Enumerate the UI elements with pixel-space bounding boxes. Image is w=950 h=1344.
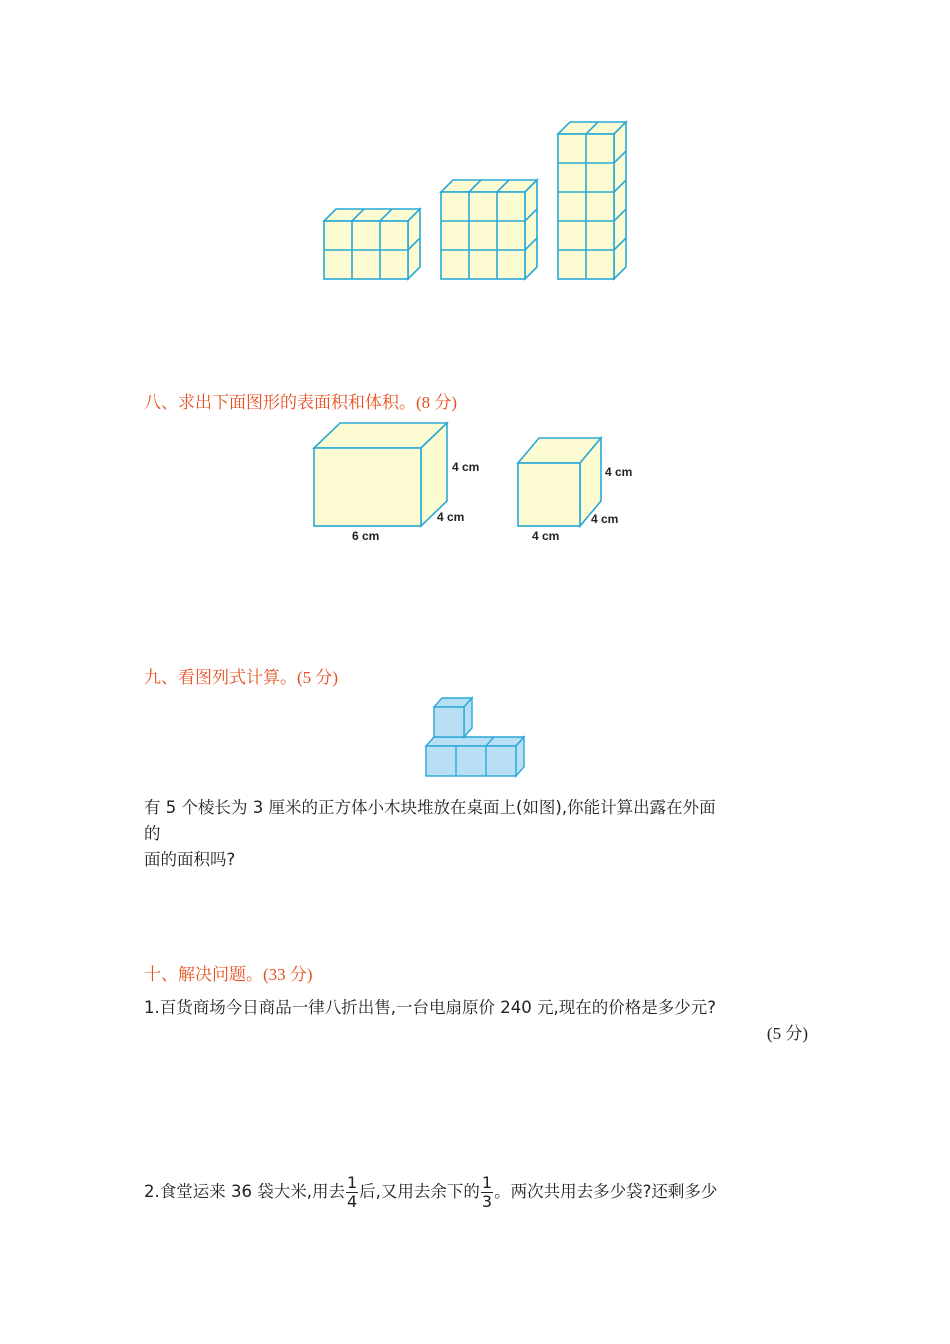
section-8-heading	[144, 388, 457, 413]
fraction-2-denominator: 3	[481, 1192, 493, 1211]
question-line-3: 面的面积吗?	[144, 850, 236, 869]
problem-2-part-1: 2.食堂运来 36 袋大米,用去	[144, 1182, 345, 1201]
cuboid-length-label: 6 cm	[352, 529, 380, 543]
section-10-score: (33 分)	[263, 965, 313, 984]
section-10-title: 十、解决问题。	[144, 965, 263, 985]
stacked-cubes	[426, 698, 524, 776]
cube-stack-3x3	[441, 180, 537, 279]
problem-2-part-2: 后,又用去余下的	[359, 1182, 480, 1201]
problem-2-part-3: 。两次共用去多少袋?还剩多少	[494, 1182, 718, 1201]
five-cubes-figure	[420, 692, 530, 782]
problem-2	[144, 1174, 824, 1211]
section-9-question	[144, 795, 824, 873]
cuboid-depth-label: 4 cm	[437, 510, 465, 524]
section-10-heading	[144, 960, 313, 985]
cube-stacks-figure	[300, 110, 650, 290]
section-8-score: (8 分)	[416, 393, 458, 412]
section-9-score: (5 分)	[297, 668, 339, 687]
fraction-1-numerator: 1	[346, 1173, 358, 1192]
cuboid-height-label: 4 cm	[452, 460, 480, 474]
cube-stack-3x2	[324, 209, 420, 279]
problem-1-text: 1.百货商场今日商品一律八折出售,一台电扇原价 240 元,现在的价格是多少元?	[144, 998, 716, 1017]
problem-1-score: (5 分)	[766, 1024, 808, 1043]
fraction-one-quarter	[346, 1174, 358, 1211]
cube-diagram	[518, 438, 632, 543]
section-9-heading	[144, 663, 338, 688]
cube-depth-label: 4 cm	[591, 512, 619, 526]
cube-height-label: 4 cm	[605, 465, 633, 479]
fraction-2-numerator: 1	[481, 1173, 493, 1192]
cube-stack-2x5	[558, 122, 626, 279]
question-line-1: 有 5 个棱长为 3 厘米的正方体小木块堆放在桌面上(如图),你能计算出露在外面	[144, 798, 716, 817]
question-line-2: 的	[144, 824, 161, 843]
fraction-1-denominator: 4	[346, 1192, 358, 1211]
problem-1	[144, 995, 808, 1047]
cuboid-and-cube-figure	[300, 415, 660, 555]
cube-length-label: 4 cm	[532, 529, 560, 543]
section-8-title: 八、求出下面图形的表面积和体积。	[144, 393, 416, 413]
cuboid-diagram	[314, 423, 479, 543]
fraction-one-third	[481, 1174, 493, 1211]
section-9-title: 九、看图列式计算。	[144, 668, 297, 688]
